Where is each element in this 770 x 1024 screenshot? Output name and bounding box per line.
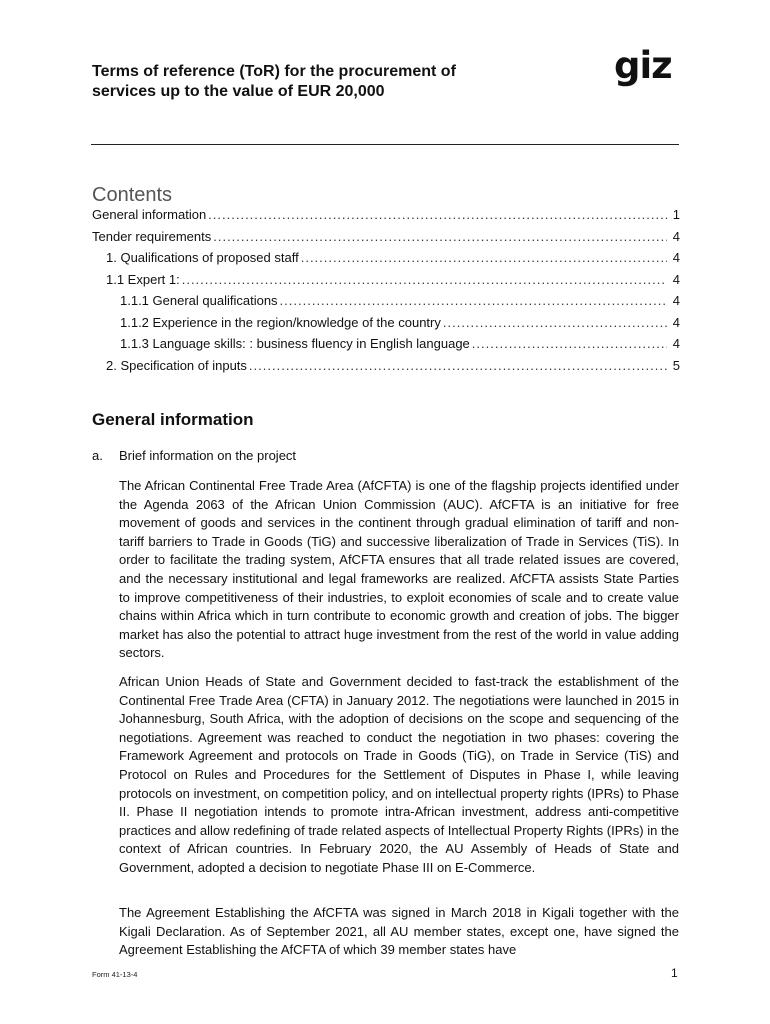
form-id: Form 41-13-4 xyxy=(92,970,138,979)
toc-entry-label: General information xyxy=(92,207,207,222)
toc-entry[interactable] xyxy=(92,293,680,315)
subsection-heading xyxy=(92,448,296,463)
toc-leader-dots xyxy=(208,207,667,222)
toc-leader-dots xyxy=(182,272,667,287)
toc-entry-page: 4 xyxy=(672,250,680,265)
toc-entry-label: 1.1.1 General qualifications xyxy=(120,293,278,308)
toc-leader-dots xyxy=(249,358,667,373)
giz-logo: giz xyxy=(614,44,672,87)
toc-entry-page: 4 xyxy=(672,271,680,287)
toc-entry-label: 1.1.3 Language skills: : business fluency in English language xyxy=(120,336,470,351)
toc-entry-label: Tender requirements xyxy=(92,228,212,244)
toc-entry[interactable] xyxy=(92,336,680,358)
body-paragraph: The Agreement Establishing the AfCFTA was signed in March 2018 in Kigali together with the Kigali Declaration. As of September 2021, all AU member states, except one, have signed the Agreement Establishing the AfCFTA of which 39 member states have xyxy=(119,905,679,958)
toc-entry[interactable] xyxy=(92,207,680,229)
toc-entry-page: 1 xyxy=(672,207,680,222)
toc-entry-page: 5 xyxy=(672,357,680,373)
toc-leader-dots xyxy=(213,229,667,244)
toc-entry[interactable] xyxy=(92,272,680,294)
body-paragraph: The African Continental Free Trade Area (AfCFTA) is one of the flagship projects identified under the Agenda 2063 of the African Union Commission (AUC). AfCFTA is an initiative for free movement of goods and services in the continent through gradual elimination of tariff and non-tariff barriers to Trade in Goods (TiG) and successive liberalization of Trade in Services (TiS). In order to facilitate the trading system, AfCFTA ensures that all trade related issues are covered, and the necessary institutional and legal frameworks are realized. AfCFTA assists State Parties to improve competitiveness of their industries, to exploit economies of scale and to create value chains within Africa which in turn contribute to economic growth and creation of jobs. The bigger market has also the potential to attract huge investment from the rest of the world in value adding sectors. xyxy=(119,478,679,661)
section-heading: General information xyxy=(92,410,254,429)
subsection-title: Brief information on the project xyxy=(119,448,297,463)
toc-entry-label: 1.1 Expert 1: xyxy=(106,271,180,287)
toc-leader-dots xyxy=(443,315,667,330)
header-divider xyxy=(91,144,679,145)
toc-entry-page: 4 xyxy=(672,336,680,351)
toc-entry-page: 4 xyxy=(672,293,680,308)
table-of-contents xyxy=(92,207,680,379)
toc-leader-dots xyxy=(280,293,667,308)
toc-entry-label: 2. Specification of inputs xyxy=(106,357,247,373)
toc-leader-dots xyxy=(472,336,667,351)
toc-entry-label: 1. Qualifications of proposed staff xyxy=(106,250,299,265)
contents-heading: Contents xyxy=(92,184,173,206)
toc-entry[interactable] xyxy=(92,250,680,272)
subsection-marker: a. xyxy=(92,448,103,463)
toc-leader-dots xyxy=(301,250,667,265)
toc-entry-label: 1.1.2 Experience in the region/knowledge of the country xyxy=(120,314,441,330)
toc-entry[interactable] xyxy=(92,315,680,337)
toc-entry[interactable] xyxy=(92,229,680,251)
page-number: 1 xyxy=(671,966,678,980)
toc-entry[interactable] xyxy=(92,358,680,380)
document-title: Terms of reference (ToR) for the procurement of services up to the value of EUR 20,000 xyxy=(92,63,456,100)
toc-entry-page: 4 xyxy=(672,314,680,330)
toc-entry-page: 4 xyxy=(672,228,680,244)
body-paragraph: African Union Heads of State and Government decided to fast-track the establishment of the Continental Free Trade Area (CFTA) in January 2012. The negotiations were launched in 2015 in Johannesburg, South Africa, with the adoption of decisions on the scope and sequencing of the negotiations. Agreement was reached to conduct the negotiation in two phases: covering the Framework Agreement and protocols on Trade in Goods (TiG), on Trade in Service (TiS) and Protocol on Rules and Procedures for the Settlement of Disputes in Phase I, while leaving protocols on investment, on competition policy, and on intellectual property rights (IPRs) to Phase II. Phase II negotiation intends to promote intra-African investment, address anti-competitive practices and allow redefining of trade related aspects of Intellectual Property Rights (IPRs) in the context of African countries. In February 2020, the AU Assembly of Heads of State and Government, adopted a decision to negotiate Phase III on E-Commerce. xyxy=(119,674,680,875)
